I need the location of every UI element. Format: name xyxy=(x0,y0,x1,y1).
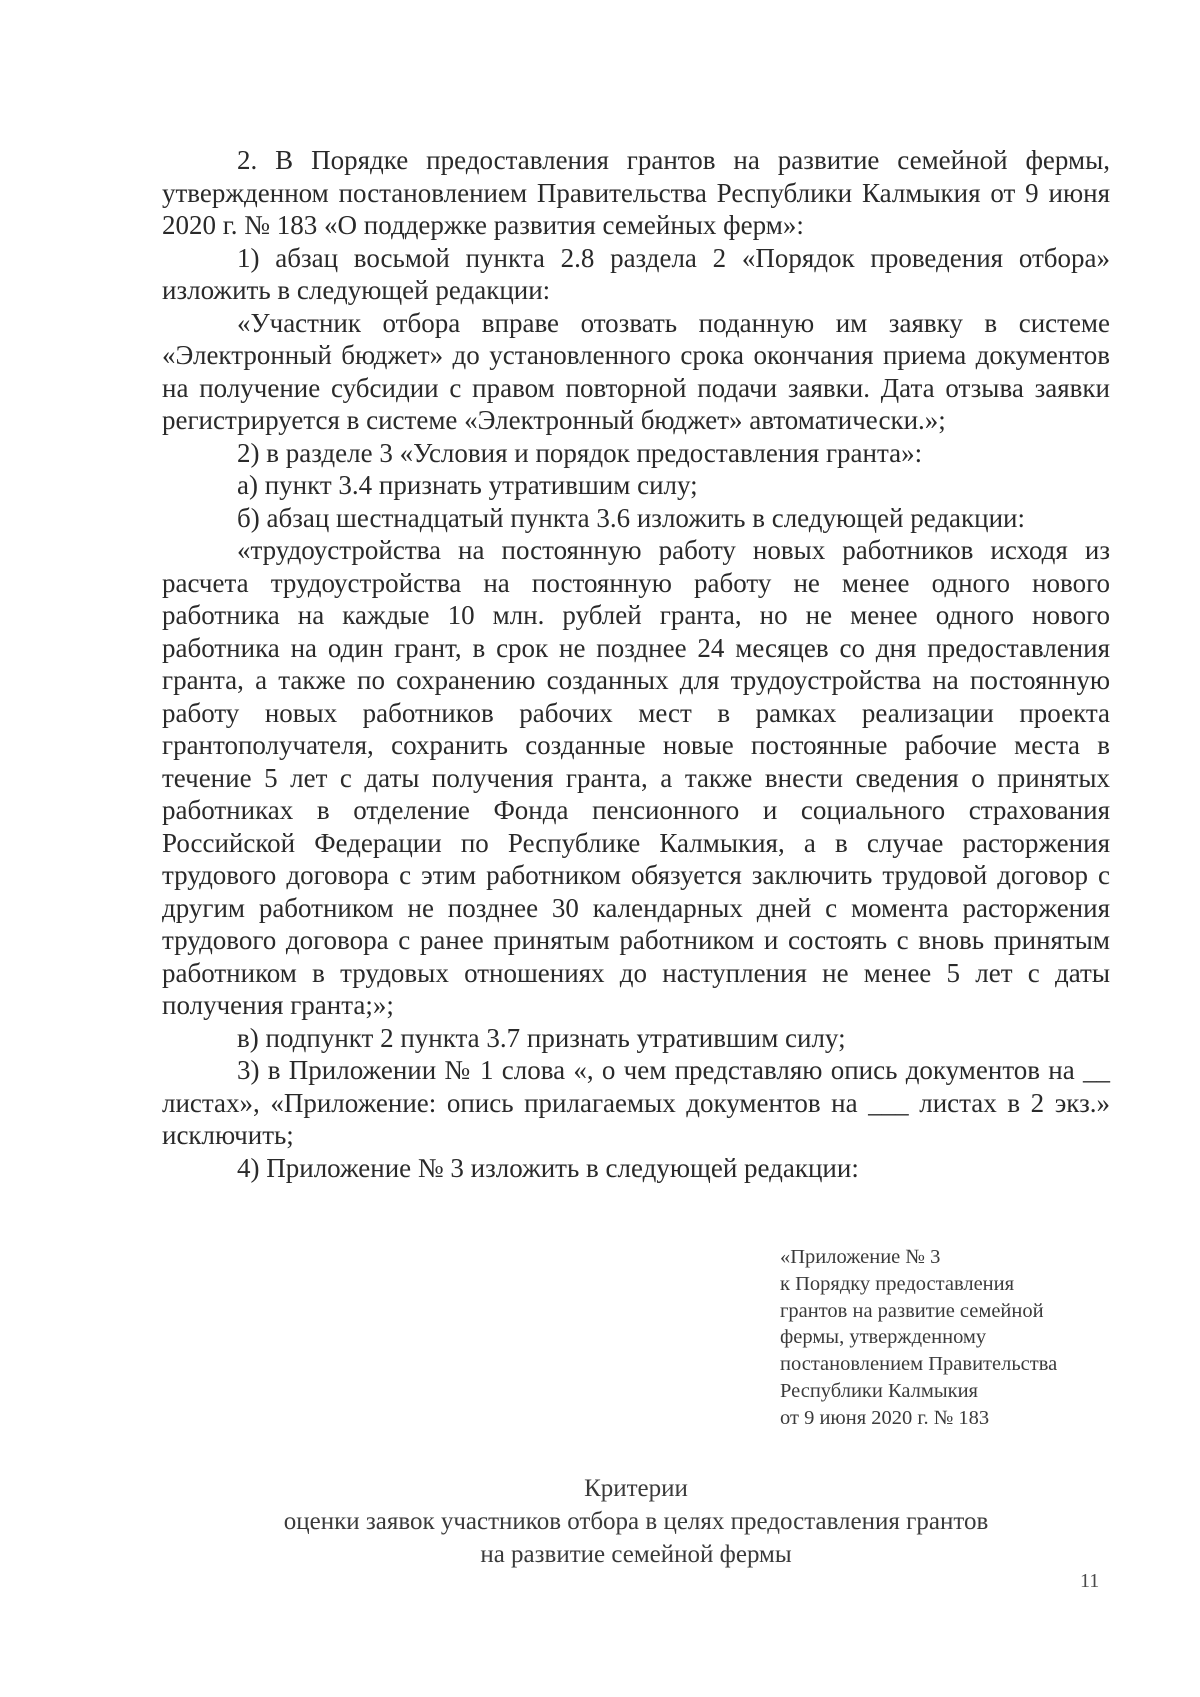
paragraph: 3) в Приложении № 1 слова «, о чем представляю опись документов на __ листах», «Приложение: опись прилагаемых документов на ___ листах в 2 экз.» исключить; xyxy=(162,1055,1110,1150)
body-text xyxy=(162,144,1110,1184)
annex-header-line: грантов на развитие семейной xyxy=(780,1299,1044,1322)
paragraph: 2) в разделе 3 «Условия и порядок предоставления гранта»: xyxy=(237,437,923,468)
paragraph: 2. В Порядке предоставления грантов на развитие семейной фермы, утвержденном постановлением Правительства Республики Калмыкия от 9 июня 2020 г. № 183 «О поддержке развития семейных ферм»: xyxy=(162,145,1110,240)
criteria-title xyxy=(162,1472,1110,1571)
annex-header-line: постановлением Правительства xyxy=(780,1353,1058,1376)
paragraph: «Участник отбора вправе отозвать поданную им заявку в системе «Электронный бюджет» до установленного срока окончания приема документов на получение субсидии с правом повторной подачи заявки. Дата отзыва заявки регистрируется в системе «Электронный бюджет» автоматически.»; xyxy=(162,307,1110,435)
paragraph: «трудоустройства на постоянную работу новых работников исходя из расчета трудоустройства на постоянную работу не менее одного нового работника на каждые 10 млн. рублей гранта, но не менее одного нового работника на один грант, в срок не позднее 24 месяцев со дня предоставления гранта, а также по сохранению созданных для трудоустройства на постоянную работу новых работников рабочих мест в рамках реализации проекта грантополучателя, сохранить созданные новые постоянные рабочие места в течение 5 лет с даты получения гранта, а также внести сведения о принятых работниках в отделение Фонда пенсионного и социального страхования Российской Федерации по Республике Калмыкия, а в случае расторжения трудового договора с этим работником обязуется заключить трудовой договор с другим работником не позднее 30 календарных дней с момента расторжения трудового договора с ранее принятым работником и состоять с вновь принятым работником в трудовых отношениях до наступления не менее 5 лет с даты получения гранта;»; xyxy=(162,535,1110,1020)
annex-header-line: от 9 июня 2020 г. № 183 xyxy=(780,1406,990,1429)
paragraph: 4) Приложение № 3 изложить в следующей редакции: xyxy=(237,1152,859,1183)
annex-header xyxy=(780,1244,1120,1432)
paragraph: а) пункт 3.4 признать утратившим силу; xyxy=(237,470,698,500)
criteria-title-line: Критерии xyxy=(584,1475,688,1502)
annex-header-line: фермы, утвержденному xyxy=(780,1326,987,1349)
paragraph: 1) абзац восьмой пункта 2.8 раздела 2 «Порядок проведения отбора» изложить в следующей редакции: xyxy=(162,242,1110,305)
annex-header-line: к Порядку предоставления xyxy=(780,1272,1015,1295)
annex-header-line: Республики Калмыкия xyxy=(780,1379,978,1402)
annex-header-line: «Приложение № 3 xyxy=(780,1246,941,1268)
paragraph: б) абзац шестнадцатый пункта 3.6 изложить в следующей редакции: xyxy=(237,502,1026,533)
criteria-title-line: на развитие семейной фермы xyxy=(480,1541,792,1568)
criteria-title-line: оценки заявок участников отбора в целях предоставления грантов xyxy=(283,1508,989,1535)
paragraph: в) подпункт 2 пункта 3.7 признать утратившим силу; xyxy=(237,1022,846,1053)
page-number: 11 xyxy=(1080,1570,1100,1592)
